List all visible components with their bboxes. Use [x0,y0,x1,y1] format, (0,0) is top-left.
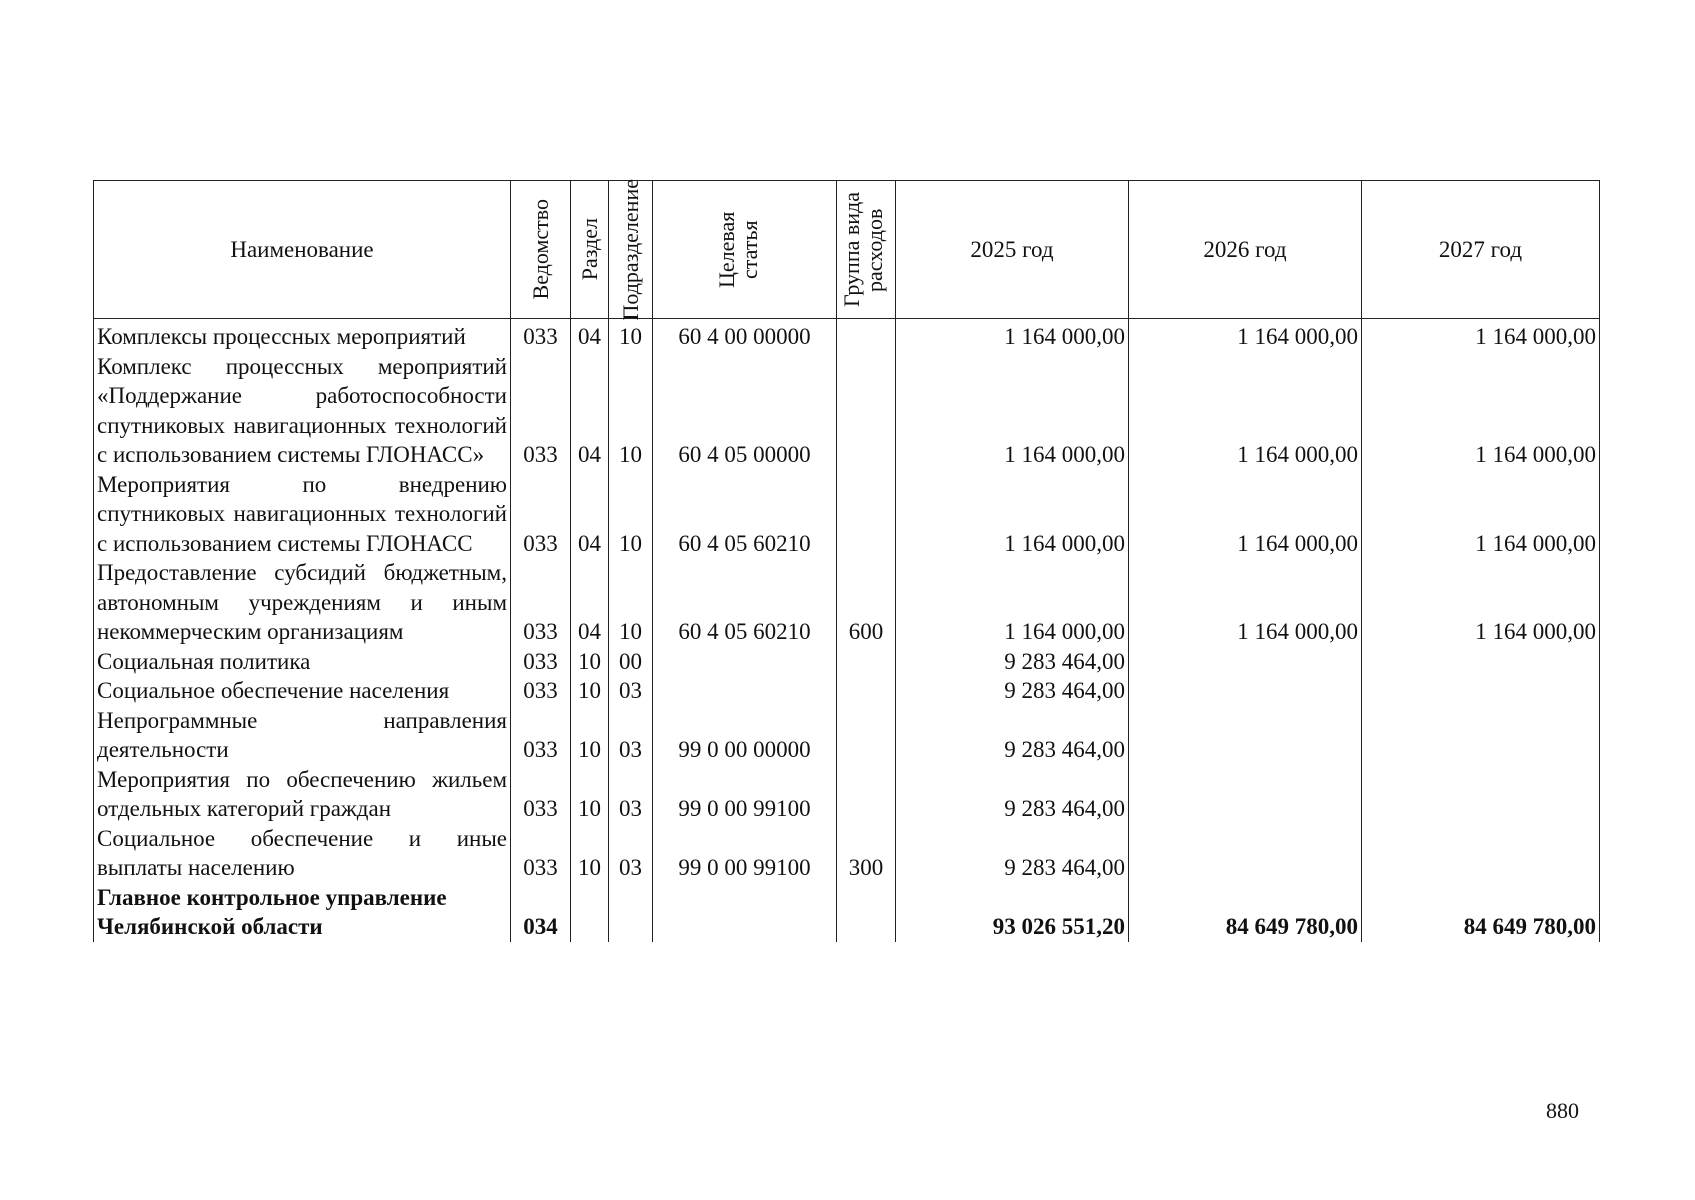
cell-2027: 84 649 780,00 [1362,883,1600,942]
cell-2027: 1 164 000,00 [1362,470,1600,559]
cell-ved: 033 [511,319,571,352]
cell-target-article: 60 4 05 60210 [653,558,837,647]
cell-name: Мероприятия по обеспечению жильем отдельных категорий граждан [94,765,511,824]
table-row [94,706,1600,765]
cell-2026: 1 164 000,00 [1129,558,1362,647]
cell-razdel: 10 [571,824,609,883]
cell-target-article: 99 0 00 99100 [653,824,837,883]
header-2025: 2025 год [896,181,1129,319]
cell-razdel: 10 [571,676,609,706]
cell-podrazdel: 00 [609,647,653,677]
cell-expense-group [837,706,896,765]
cell-name: Социальное обеспечение населения [94,676,511,706]
cell-2025: 1 164 000,00 [896,558,1129,647]
cell-razdel: 04 [571,470,609,559]
cell-expense-group [837,883,896,942]
cell-2027 [1362,647,1600,677]
cell-razdel: 04 [571,319,609,352]
cell-podrazdel: 03 [609,706,653,765]
header-expense-group: Группа вида расходов [837,181,896,319]
table-row [94,319,1600,352]
cell-ved: 033 [511,676,571,706]
cell-2027 [1362,824,1600,883]
cell-target-article: 60 4 05 00000 [653,352,837,470]
cell-2025: 93 026 551,20 [896,883,1129,942]
cell-2025: 9 283 464,00 [896,824,1129,883]
table-row [94,883,1600,942]
cell-podrazdel: 10 [609,558,653,647]
cell-expense-group: 300 [837,824,896,883]
cell-2025: 1 164 000,00 [896,352,1129,470]
table-row [94,558,1600,647]
cell-name: Комплексы процессных мероприятий [94,319,511,352]
cell-target-article: 99 0 00 99100 [653,765,837,824]
cell-2027 [1362,676,1600,706]
cell-podrazdel: 03 [609,824,653,883]
table-row [94,824,1600,883]
page-number: 880 [1546,1098,1579,1123]
cell-expense-group [837,352,896,470]
header-ved: Ведомство [511,181,571,319]
cell-name: Непрограммные направления деятельности [94,706,511,765]
table-row [94,352,1600,470]
header-2027: 2027 год [1362,181,1600,319]
cell-2026: 1 164 000,00 [1129,319,1362,352]
header-podrazdel: Подразделение [609,181,653,319]
cell-expense-group [837,470,896,559]
cell-2026: 1 164 000,00 [1129,470,1362,559]
cell-ved: 033 [511,470,571,559]
cell-2027: 1 164 000,00 [1362,319,1600,352]
cell-ved: 033 [511,647,571,677]
cell-2026 [1129,706,1362,765]
cell-2025: 9 283 464,00 [896,676,1129,706]
cell-razdel: 04 [571,558,609,647]
cell-name: Предоставление субсидий бюджетным, автономным учреждениям и иным некоммерческим организациям [94,558,511,647]
cell-name: Мероприятия по внедрению спутниковых навигационных технологий с использованием системы ГЛОНАСС [94,470,511,559]
cell-razdel [571,883,609,942]
header-razdel: Раздел [571,181,609,319]
cell-2026 [1129,824,1362,883]
cell-podrazdel [609,883,653,942]
table-row [94,647,1600,677]
cell-target-article [653,647,837,677]
cell-razdel: 10 [571,765,609,824]
cell-ved: 034 [511,883,571,942]
cell-expense-group [837,319,896,352]
cell-razdel: 10 [571,647,609,677]
header-target-article: Целевая статья [653,181,837,319]
cell-expense-group [837,647,896,677]
cell-expense-group [837,765,896,824]
cell-ved: 033 [511,558,571,647]
cell-2027: 1 164 000,00 [1362,352,1600,470]
cell-expense-group [837,676,896,706]
cell-name: Главное контрольное управление Челябинской области [94,883,511,942]
cell-ved: 033 [511,352,571,470]
header-2026: 2026 год [1129,181,1362,319]
header-name: Наименование [94,181,511,319]
table-row [94,676,1600,706]
table-row [94,765,1600,824]
cell-2025: 9 283 464,00 [896,706,1129,765]
cell-podrazdel: 03 [609,765,653,824]
cell-expense-group: 600 [837,558,896,647]
cell-2026 [1129,676,1362,706]
cell-2027 [1362,706,1600,765]
cell-razdel: 04 [571,352,609,470]
cell-target-article [653,883,837,942]
cell-2026: 1 164 000,00 [1129,352,1362,470]
cell-2027: 1 164 000,00 [1362,558,1600,647]
cell-ved: 033 [511,824,571,883]
cell-2026: 84 649 780,00 [1129,883,1362,942]
budget-table [93,180,1600,942]
cell-2025: 9 283 464,00 [896,765,1129,824]
cell-ved: 033 [511,706,571,765]
cell-target-article: 99 0 00 00000 [653,706,837,765]
cell-2025: 9 283 464,00 [896,647,1129,677]
header-row [94,181,1600,319]
cell-name: Социальная политика [94,647,511,677]
cell-target-article: 60 4 05 60210 [653,470,837,559]
budget-sheet [93,180,1599,942]
cell-podrazdel: 03 [609,676,653,706]
cell-ved: 033 [511,765,571,824]
cell-podrazdel: 10 [609,319,653,352]
cell-2026 [1129,765,1362,824]
cell-target-article: 60 4 00 00000 [653,319,837,352]
cell-2026 [1129,647,1362,677]
cell-2025: 1 164 000,00 [896,470,1129,559]
cell-2025: 1 164 000,00 [896,319,1129,352]
table-row [94,470,1600,559]
cell-razdel: 10 [571,706,609,765]
cell-name: Социальное обеспечение и иные выплаты населению [94,824,511,883]
cell-name: Комплекс процессных мероприятий «Поддержание работоспособности спутниковых навигационных технологий с использованием системы ГЛОНАСС» [94,352,511,470]
cell-podrazdel: 10 [609,352,653,470]
cell-target-article [653,676,837,706]
cell-2027 [1362,765,1600,824]
cell-podrazdel: 10 [609,470,653,559]
